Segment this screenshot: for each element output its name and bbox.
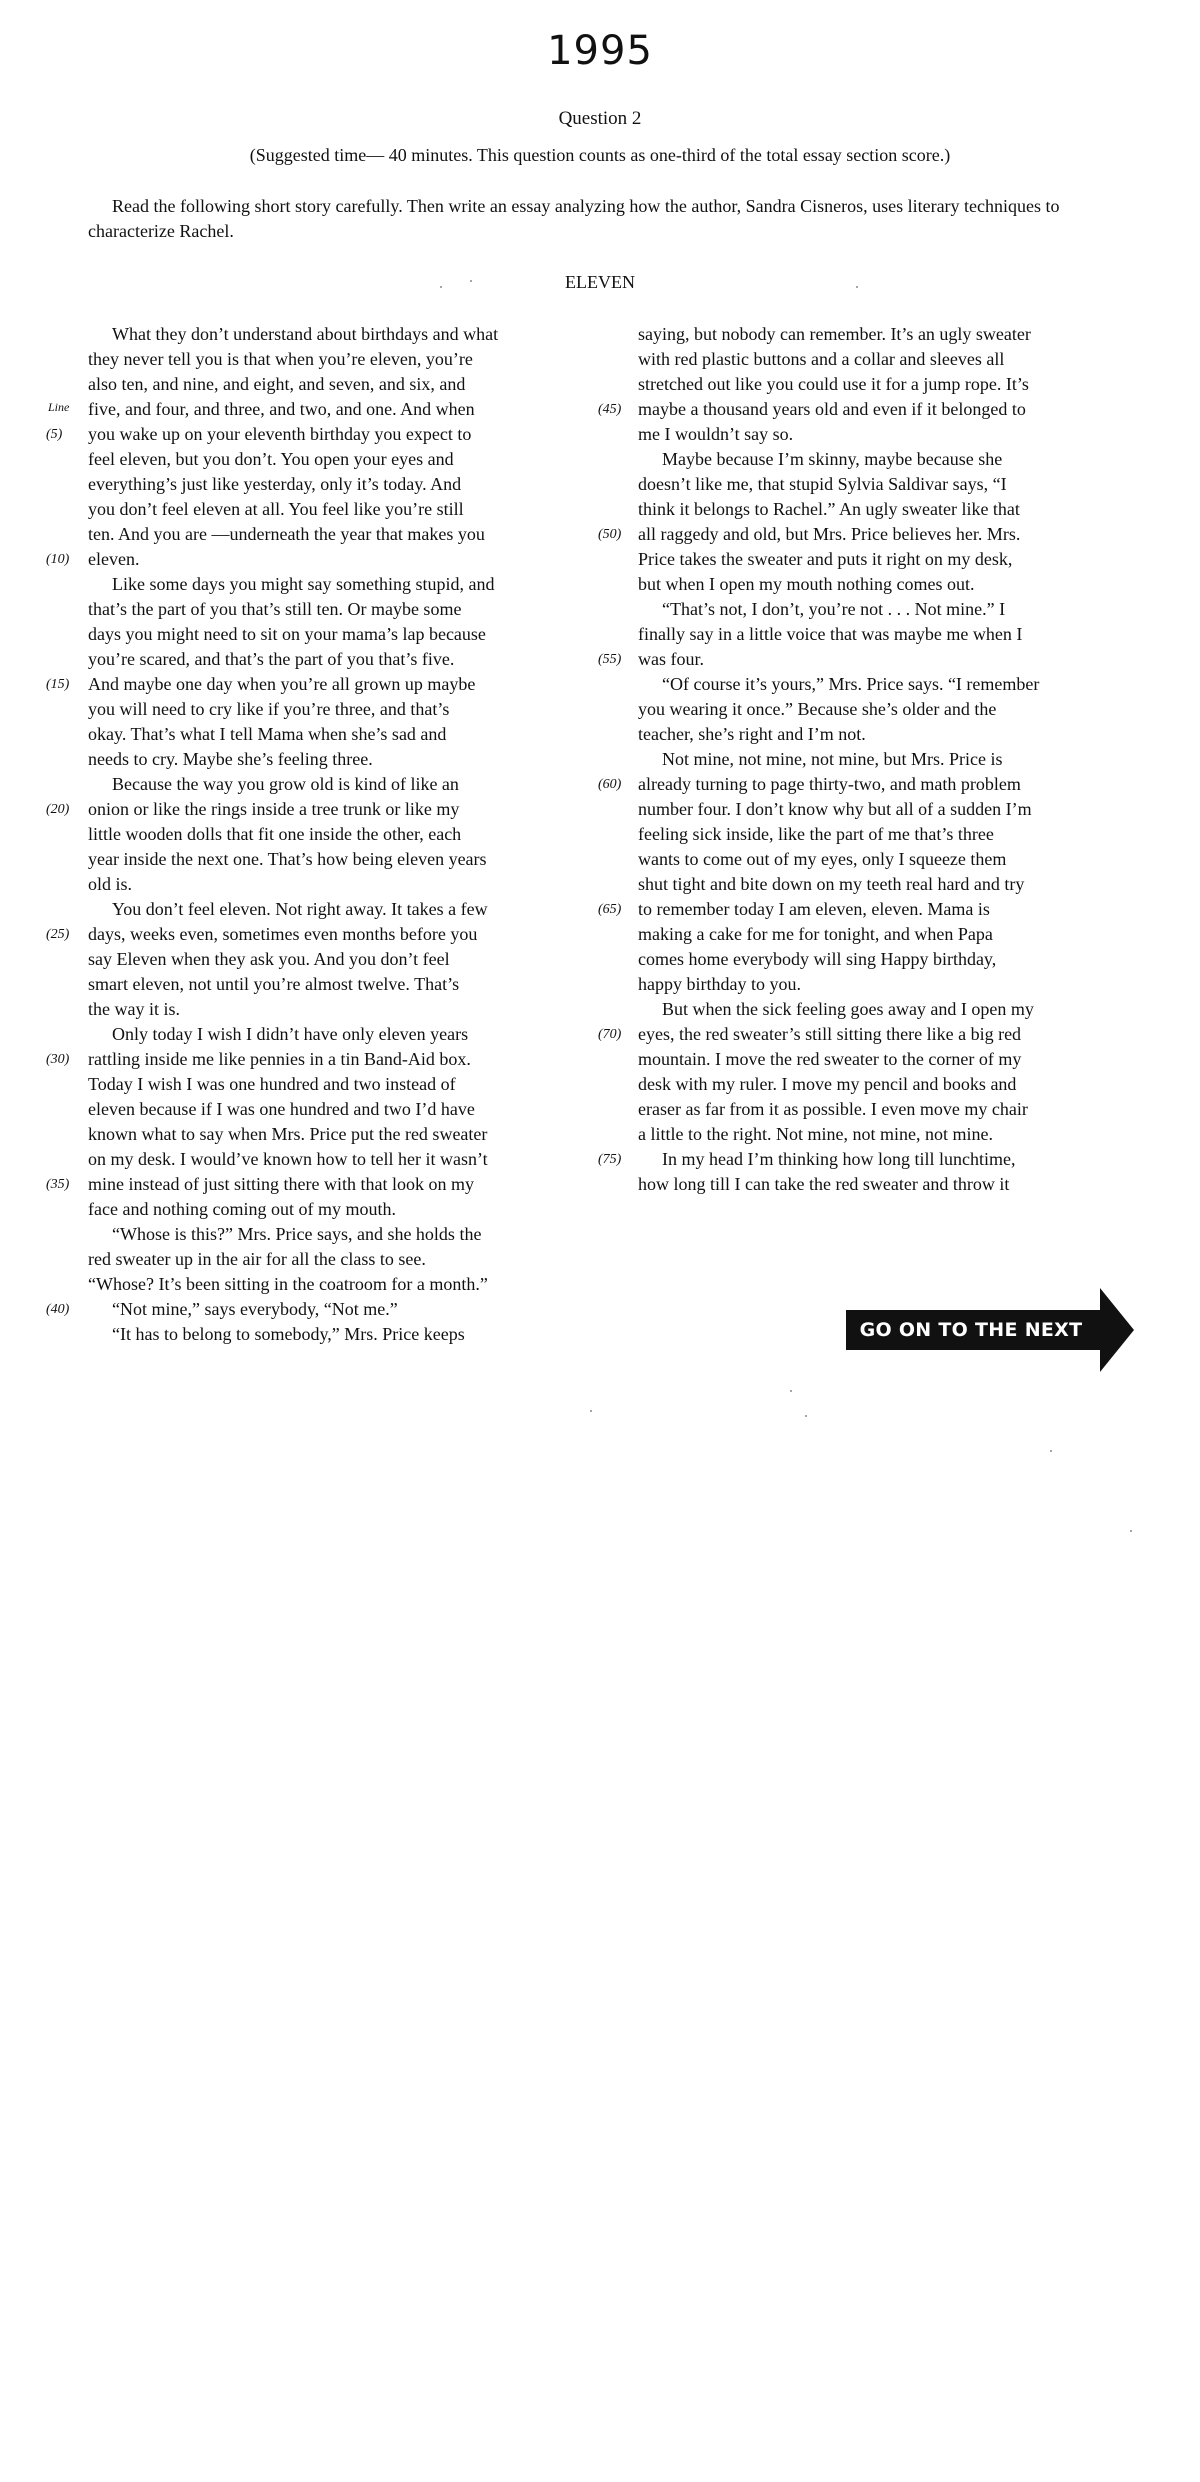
line-number: (25)	[46, 927, 70, 942]
story-line-text: Only today I wish I didn’t have only eleven years	[112, 1024, 469, 1044]
story-line-text: a little to the right. Not mine, not mine, not mine.	[638, 1124, 993, 1144]
scan-speck	[590, 1410, 592, 1412]
story-line-text: teacher, she’s right and I’m not.	[638, 724, 866, 744]
story-line	[88, 447, 598, 472]
story-line	[88, 647, 598, 672]
story-line-text: mine instead of just sitting there with that look on my	[88, 1174, 474, 1194]
story-line	[598, 772, 1166, 797]
story-line-text: everything’s just like yesterday, only it’s today. And	[88, 474, 462, 494]
story-line	[46, 547, 598, 572]
story-line-text: finally say in a little voice that was maybe me when I	[638, 624, 1023, 644]
story-line-text: with red plastic buttons and a collar and sleeves all	[638, 349, 1005, 369]
story-line	[638, 497, 1166, 522]
story-line	[88, 822, 598, 847]
story-line-text: saying, but nobody can remember. It’s an ugly sweater	[638, 324, 1031, 344]
story-line-text: known what to say when Mrs. Price put the red sweater	[88, 1124, 488, 1144]
story-line-text: making a cake for me for tonight, and when Papa	[638, 924, 993, 944]
story-line-text: but when I open my mouth nothing comes out.	[638, 574, 975, 594]
story-line	[638, 922, 1166, 947]
story-line-text: days, weeks even, sometimes even months before you	[88, 924, 478, 944]
story-line	[46, 797, 598, 822]
page-year-heading: 1995	[547, 28, 653, 74]
story-line	[88, 597, 598, 622]
story-line-text: to remember today I am eleven, eleven. Mama is	[638, 899, 990, 919]
line-number: (60)	[598, 777, 622, 792]
story-line	[88, 1097, 598, 1122]
story-line	[638, 1172, 1166, 1197]
story-line	[638, 622, 1166, 647]
story-line-text: you wearing it once.” Because she’s older and the	[638, 699, 997, 719]
story-line	[88, 1122, 598, 1147]
line-number: (65)	[598, 902, 622, 917]
story-line-text: happy birthday to you.	[638, 974, 801, 994]
story-line-text: Not mine, not mine, not mine, but Mrs. Price is	[662, 749, 1003, 769]
story-line	[88, 322, 598, 347]
story-line	[88, 772, 598, 797]
story-line	[598, 522, 1166, 547]
story-line	[638, 572, 1166, 597]
story-line-text: little wooden dolls that fit one inside the other, each	[88, 824, 462, 844]
story-line	[638, 597, 1166, 622]
story-line-text: But when the sick feeling goes away and I open my	[662, 999, 1034, 1019]
story-line-text: In my head I’m thinking how long till lunchtime,	[662, 1149, 1016, 1169]
story-line-text: And maybe one day when you’re all grown up maybe	[88, 674, 476, 694]
story-line	[638, 472, 1166, 497]
story-line	[638, 322, 1166, 347]
story-line-text: “That’s not, I don’t, you’re not . . . Not mine.” I	[662, 599, 1006, 619]
story-line	[638, 1072, 1166, 1097]
story-line-text: You don’t feel eleven. Not right away. It takes a few	[112, 899, 488, 919]
story-line	[88, 722, 598, 747]
story-line-text: old is.	[88, 874, 133, 894]
story-line	[638, 347, 1166, 372]
story-line-text: you will need to cry like if you’re three, and that’s	[88, 699, 450, 719]
story-line	[88, 947, 598, 972]
story-line-text: “It has to belong to somebody,” Mrs. Price keeps	[112, 1324, 465, 1344]
scan-speck	[856, 286, 858, 288]
story-line-text: number four. I don’t know why but all of a sudden I’m	[638, 799, 1032, 819]
story-line-text: rattling inside me like pennies in a tin Band-Aid box.	[88, 1049, 471, 1069]
line-number: (50)	[598, 527, 622, 542]
story-line-text: they never tell you is that when you’re eleven, you’re	[88, 349, 473, 369]
scan-speck	[1130, 1530, 1132, 1532]
story-line-text: eleven.	[88, 549, 140, 569]
story-line	[638, 997, 1166, 1022]
next-page-button[interactable]	[846, 1288, 1134, 1425]
story-line	[46, 672, 598, 697]
story-line-text: how long till I can take the red sweater and throw it	[638, 1174, 1010, 1194]
next-page-label: GO ON TO THE NEXT PAGE	[859, 1319, 1083, 1425]
story-line-text: Today I wish I was one hundred and two instead of	[88, 1074, 456, 1094]
story-line-text: eyes, the red sweater’s still sitting there like a big red	[638, 1024, 1022, 1044]
story-column-right	[598, 322, 1166, 1197]
story-line-text: year inside the next one. That’s how being eleven years	[88, 849, 487, 869]
story-line	[88, 1222, 598, 1247]
story-line	[638, 1097, 1166, 1122]
story-line-text: days you might need to sit on your mama’s lap because	[88, 624, 486, 644]
story-line	[638, 797, 1166, 822]
story-line	[88, 1022, 598, 1047]
story-line-text: “Not mine,” says everybody, “Not me.”	[112, 1299, 398, 1319]
story-line	[88, 1072, 598, 1097]
story-line	[88, 1147, 598, 1172]
line-number: (30)	[46, 1052, 70, 1067]
story-line-text: you’re scared, and that’s the part of you that’s five.	[88, 649, 455, 669]
story-line-text: “Whose? It’s been sitting in the coatroom for a month.”	[88, 1274, 488, 1294]
essay-instructions: Read the following short story carefully. Then write an essay analyzing how the author, Sandra Cisneros, uses literary techniques to characterize Rachel.	[88, 196, 1060, 241]
story-line	[88, 747, 598, 772]
story-line	[638, 972, 1166, 997]
line-number: (45)	[598, 402, 622, 417]
line-label: Line	[48, 400, 70, 414]
story-line	[638, 372, 1166, 397]
story-line	[88, 872, 598, 897]
story-line-text: shut tight and bite down on my teeth real hard and try	[638, 874, 1025, 894]
story-line-text: the way it is.	[88, 999, 180, 1019]
story-line	[638, 947, 1166, 972]
line-number: (55)	[598, 652, 622, 667]
story-line-text: also ten, and nine, and eight, and seven, and six, and	[88, 374, 466, 394]
story-line	[88, 472, 598, 497]
story-line-text: face and nothing coming out of my mouth.	[88, 1199, 396, 1219]
story-line-text: ten. And you are —underneath the year that makes you	[88, 524, 485, 544]
story-line	[88, 572, 598, 597]
story-line-text: stretched out like you could use it for a jump rope. It’s	[638, 374, 1029, 394]
story-line	[88, 1197, 598, 1222]
story-line-text: What they don’t understand about birthdays and what	[112, 324, 499, 344]
story-line-text: maybe a thousand years old and even if it belonged to	[638, 399, 1026, 419]
story-line	[88, 997, 598, 1022]
story-line-text: Price takes the sweater and puts it right on my desk,	[638, 549, 1013, 569]
suggested-time-note: (Suggested time— 40 minutes. This question counts as one-third of the total essay section score.)	[249, 145, 951, 165]
story-title: ELEVEN	[565, 272, 635, 292]
story-line	[88, 847, 598, 872]
line-number: (70)	[598, 1027, 622, 1042]
story-line-text: Like some days you might say something stupid, and	[112, 574, 495, 594]
line-number: (35)	[46, 1177, 70, 1192]
story-line-text: think it belongs to Rachel.” An ugly sweater like that	[638, 499, 1020, 519]
story-column-left	[46, 322, 598, 1347]
story-line	[638, 422, 1166, 447]
story-line	[638, 697, 1166, 722]
scan-speck	[440, 286, 442, 288]
story-line	[638, 872, 1166, 897]
story-line-text: comes home everybody will sing Happy birthday,	[638, 949, 997, 969]
story-line-text: all raggedy and old, but Mrs. Price believes her. Mrs.	[638, 524, 1021, 544]
story-line-text: feel eleven, but you don’t. You open your eyes and	[88, 449, 454, 469]
scan-speck	[805, 1415, 807, 1417]
story-line	[638, 447, 1166, 472]
story-line-text: eraser as far from it as possible. I even move my chair	[638, 1099, 1028, 1119]
story-line-text: that’s the part of you that’s still ten. Or maybe some	[88, 599, 462, 619]
story-line-text: on my desk. I would’ve known how to tell her it wasn’t	[88, 1149, 488, 1169]
story-line-text: say Eleven when they ask you. And you don’t feel	[88, 949, 450, 969]
story-line-text: mountain. I move the red sweater to the corner of my	[638, 1049, 1022, 1069]
story-line	[88, 522, 598, 547]
story-line	[46, 422, 598, 447]
line-number: (15)	[46, 677, 70, 692]
line-number: (5)	[46, 427, 63, 442]
story-line	[88, 372, 598, 397]
story-line	[88, 972, 598, 997]
story-line	[88, 497, 598, 522]
story-line	[638, 1122, 1166, 1147]
story-line	[88, 347, 598, 372]
story-line-text: you wake up on your eleventh birthday you expect to	[88, 424, 472, 444]
story-line-text: me I wouldn’t say so.	[638, 424, 794, 444]
story-line	[638, 847, 1166, 872]
line-number: (75)	[598, 1152, 622, 1167]
story-line	[638, 547, 1166, 572]
story-line-text: “Whose is this?” Mrs. Price says, and she holds the	[112, 1224, 482, 1244]
story-line-text: was four.	[638, 649, 704, 669]
story-line-text: okay. That’s what I tell Mama when she’s sad and	[88, 724, 447, 744]
story-line-text: feeling sick inside, like the part of me that’s three	[638, 824, 994, 844]
story-line-text: already turning to page thirty-two, and math problem	[638, 774, 1021, 794]
story-line-text: doesn’t like me, that stupid Sylvia Saldivar says, “I	[638, 474, 1007, 494]
story-line-text: “Of course it’s yours,” Mrs. Price says. “I remember	[662, 674, 1040, 694]
story-line	[598, 647, 1166, 672]
question-number: Question 2	[558, 108, 642, 129]
story-line-text: Because the way you grow old is kind of like an	[112, 774, 459, 794]
story-line	[88, 697, 598, 722]
story-line	[88, 897, 598, 922]
story-line	[88, 622, 598, 647]
story-line-text: red sweater up in the air for all the class to see.	[88, 1249, 426, 1269]
story-line	[88, 1272, 598, 1297]
story-line-text: you don’t feel eleven at all. You feel like you’re still	[88, 499, 464, 519]
story-line-text: smart eleven, not until you’re almost twelve. That’s	[88, 974, 460, 994]
story-line	[598, 897, 1166, 922]
story-line	[638, 672, 1166, 697]
line-number: (20)	[46, 802, 70, 817]
line-number: (10)	[46, 552, 70, 567]
story-line	[88, 1247, 598, 1272]
story-line	[46, 922, 598, 947]
story-line	[46, 1297, 598, 1322]
story-line	[46, 1047, 598, 1072]
story-line	[598, 1147, 1166, 1172]
story-line	[638, 747, 1166, 772]
story-line	[598, 1022, 1166, 1047]
story-line-text: wants to come out of my eyes, only I squeeze them	[638, 849, 1007, 869]
story-line	[638, 822, 1166, 847]
story-line	[598, 397, 1166, 422]
story-line-text: Maybe because I’m skinny, maybe because she	[662, 449, 1003, 469]
scan-speck	[470, 280, 472, 282]
story-line-text: five, and four, and three, and two, and one. And when	[88, 399, 475, 419]
scan-speck	[1050, 1450, 1052, 1452]
scan-speck	[790, 1390, 792, 1392]
story-line-text: needs to cry. Maybe she’s feeling three.	[88, 749, 373, 769]
story-line-text: desk with my ruler. I move my pencil and books and	[638, 1074, 1017, 1094]
line-number: (40)	[46, 1302, 70, 1317]
story-line	[638, 722, 1166, 747]
story-line	[88, 1322, 598, 1347]
story-line	[46, 1172, 598, 1197]
story-line	[638, 1047, 1166, 1072]
story-line	[88, 397, 598, 422]
story-line-text: onion or like the rings inside a tree trunk or like my	[88, 799, 460, 819]
story-line-text: eleven because if I was one hundred and two I’d have	[88, 1099, 475, 1119]
